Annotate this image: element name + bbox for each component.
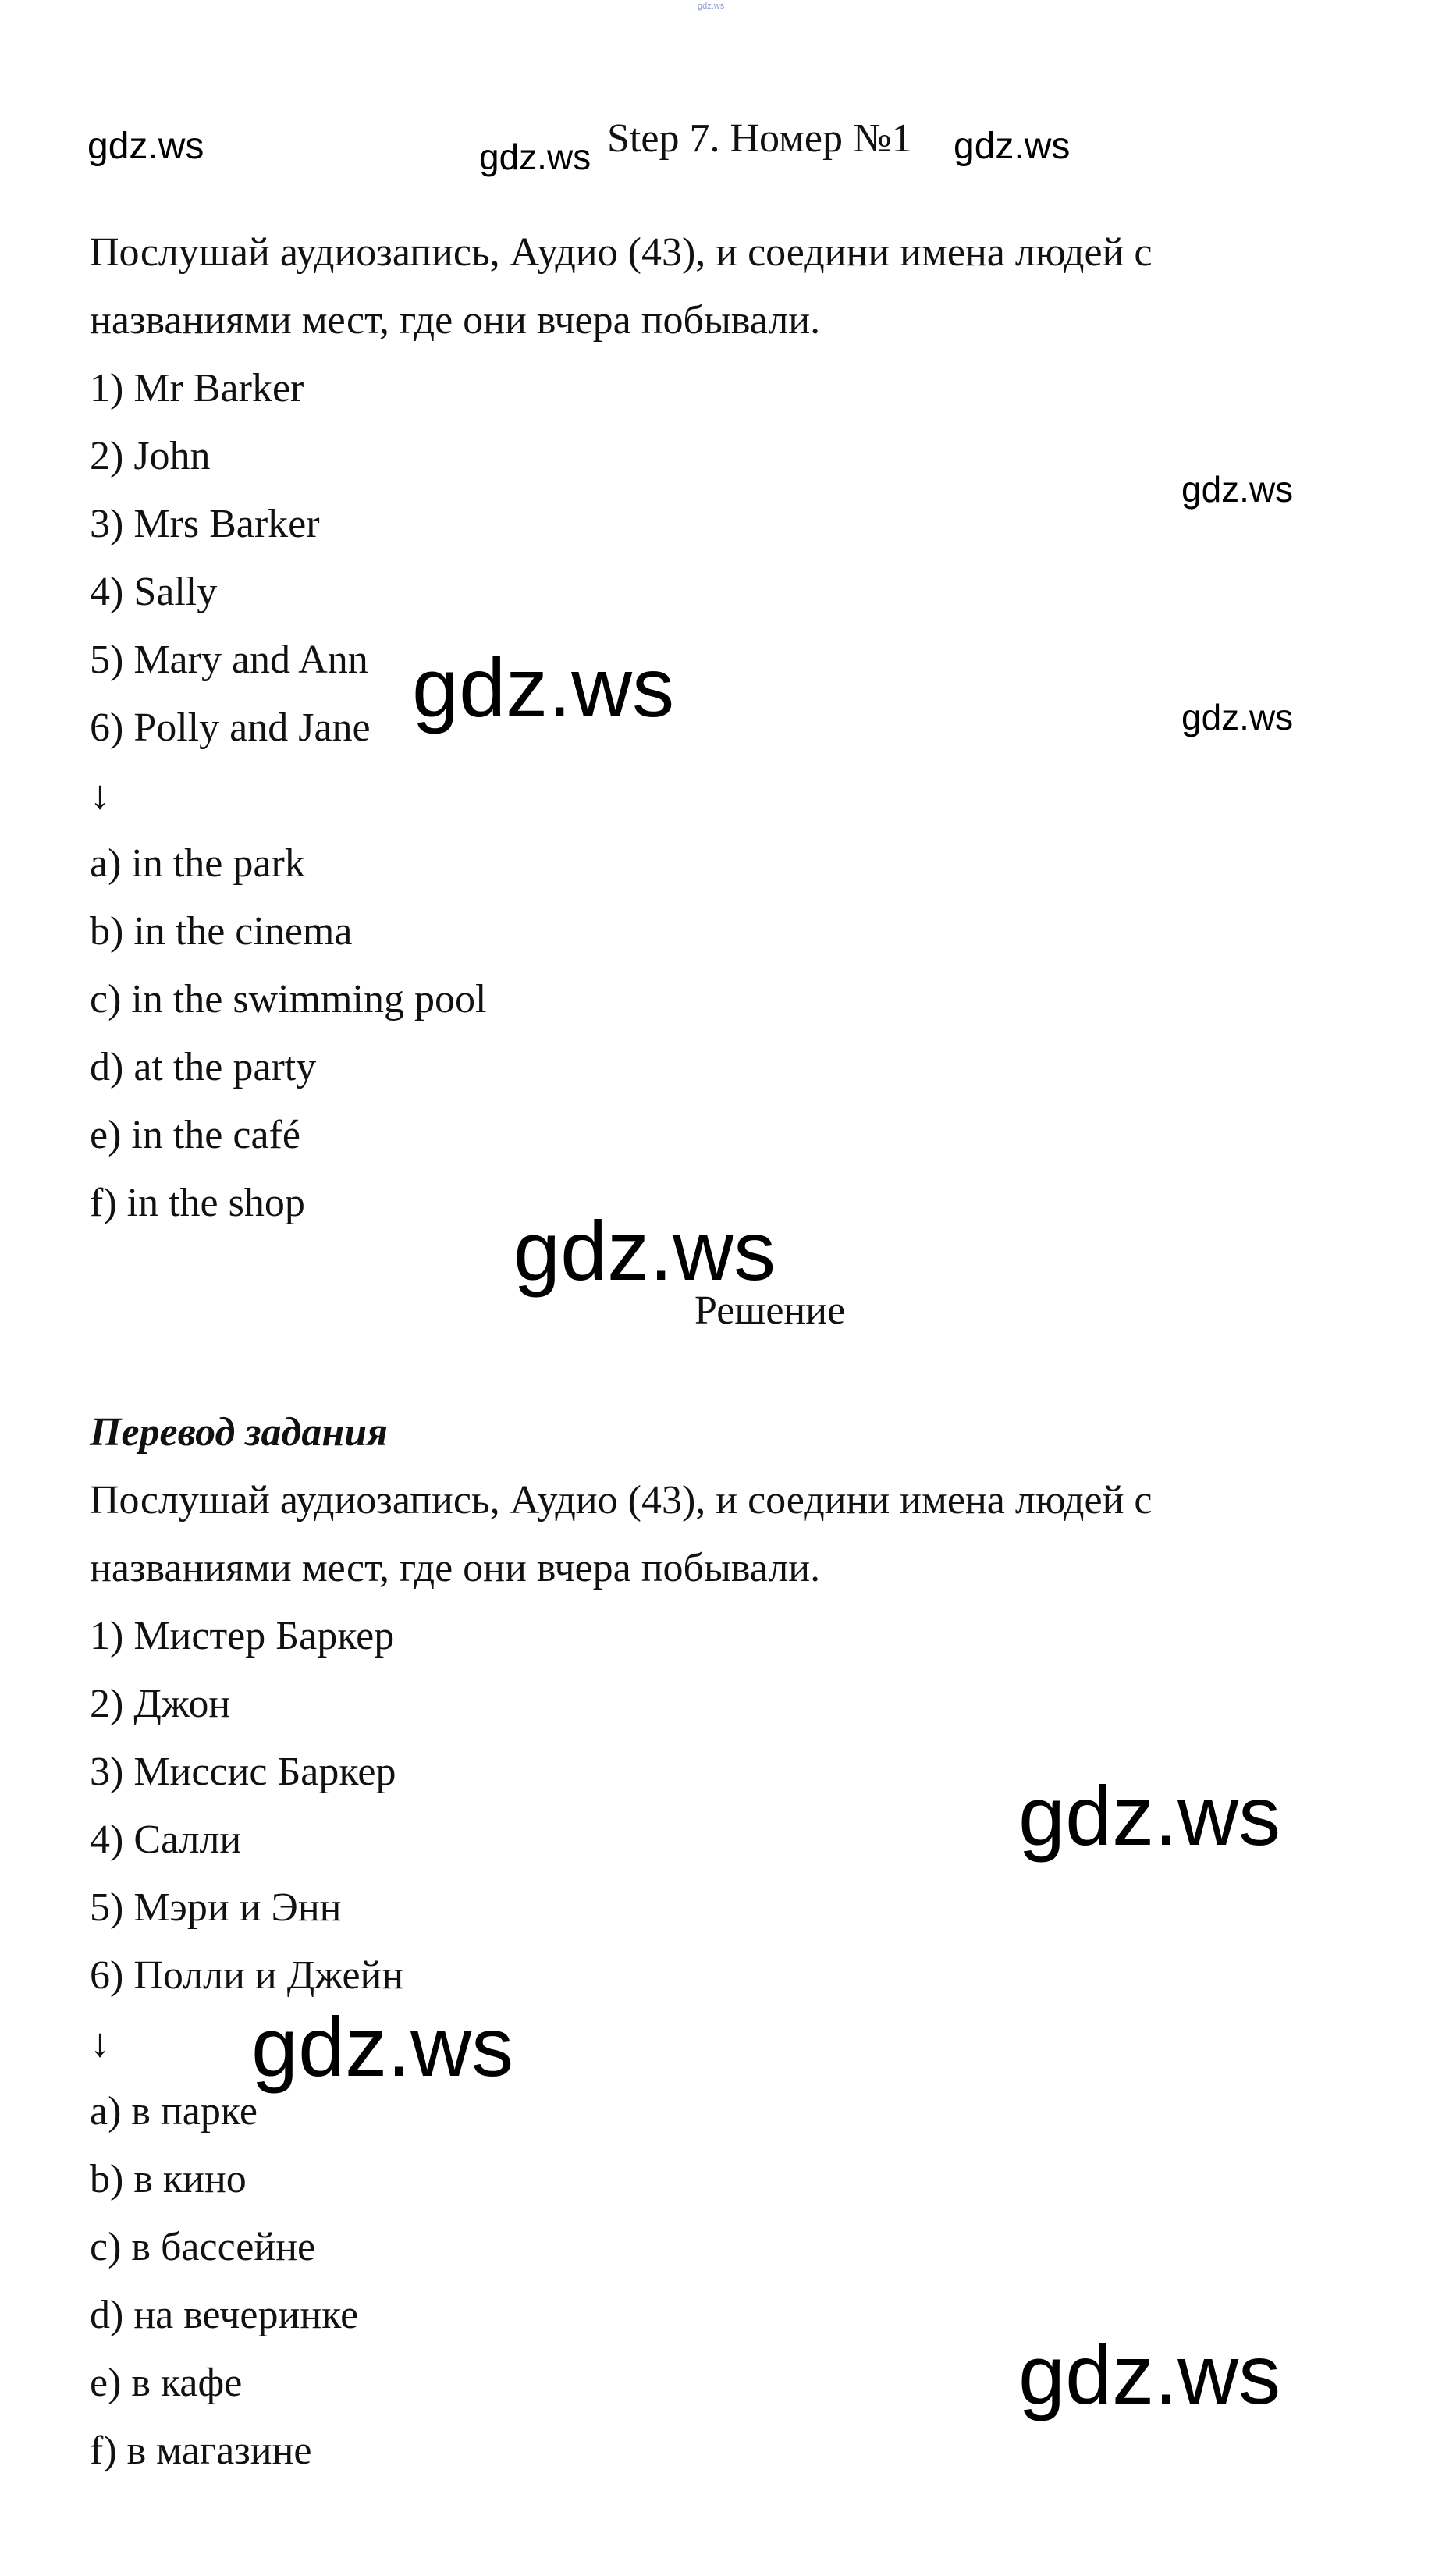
- task-name-item: 3) Mrs Barker: [90, 502, 320, 546]
- watermark-large-4: gdz.ws: [251, 1999, 514, 2094]
- watermark-header-left: gdz.ws: [87, 126, 204, 167]
- task-place-item: f) in the shop: [90, 1181, 305, 1225]
- watermark-large-2: gdz.ws: [513, 1203, 776, 1298]
- translation-instruction-line-2: названиями мест, где они вчера побывали.: [90, 1546, 821, 1590]
- task-place-item: b) in the cinema: [90, 909, 353, 954]
- task-name-item: 2) John: [90, 434, 211, 478]
- task-arrow-down: ↓: [90, 773, 110, 818]
- task-instruction-line-1: Послушай аудиозапись, Аудио (43), и соедини имена людей с: [90, 230, 1153, 275]
- task-place-item: c) in the swimming pool: [90, 977, 487, 1022]
- page-title: Step 7. Номер №1: [607, 116, 912, 161]
- task-name-item: 1) Mr Barker: [90, 366, 304, 410]
- translation-instruction-line-1: Послушай аудиозапись, Аудио (43), и соедини имена людей с: [90, 1478, 1153, 1523]
- solution-label: Решение: [694, 1288, 846, 1333]
- translation-place-item: f) в магазине: [90, 2429, 312, 2473]
- watermark-right-2: gdz.ws: [1181, 697, 1294, 737]
- task-place-item: d) at the party: [90, 1045, 317, 1089]
- translation-name-item: 1) Мистер Баркер: [90, 1614, 395, 1658]
- watermark-large-5: gdz.ws: [1018, 2327, 1281, 2421]
- task-name-item: 5) Mary and Ann: [90, 638, 368, 682]
- translation-place-item: c) в бассейне: [90, 2225, 316, 2269]
- translation-name-item: 3) Миссис Баркер: [90, 1750, 396, 1794]
- translation-place-item: e) в кафе: [90, 2361, 243, 2405]
- translation-place-item: b) в кино: [90, 2157, 247, 2201]
- task-instruction-line-2: названиями мест, где они вчера побывали.: [90, 298, 821, 343]
- translation-name-item: 2) Джон: [90, 1682, 231, 1726]
- watermark-right-1: gdz.ws: [1181, 469, 1294, 510]
- translation-heading: Перевод задания: [90, 1410, 388, 1455]
- watermark-large-1: gdz.ws: [412, 640, 675, 734]
- task-place-item: e) in the café: [90, 1113, 300, 1157]
- translation-arrow-down: ↓: [90, 2021, 110, 2066]
- translation-name-item: 6) Полли и Джейн: [90, 1953, 404, 1998]
- watermark-top-tiny: gdz.ws: [698, 2, 725, 11]
- translation-place-item: d) на вечеринке: [90, 2293, 359, 2337]
- translation-place-item: a) в парке: [90, 2089, 258, 2134]
- watermark-header-mid: gdz.ws: [479, 137, 591, 177]
- watermark-header-right: gdz.ws: [954, 126, 1071, 167]
- task-name-item: 4) Sally: [90, 570, 218, 614]
- task-name-item: 6) Polly and Jane: [90, 705, 371, 750]
- task-place-item: a) in the park: [90, 841, 305, 886]
- watermark-large-3: gdz.ws: [1018, 1768, 1281, 1863]
- translation-name-item: 5) Мэри и Энн: [90, 1885, 342, 1930]
- translation-name-item: 4) Салли: [90, 1817, 242, 1862]
